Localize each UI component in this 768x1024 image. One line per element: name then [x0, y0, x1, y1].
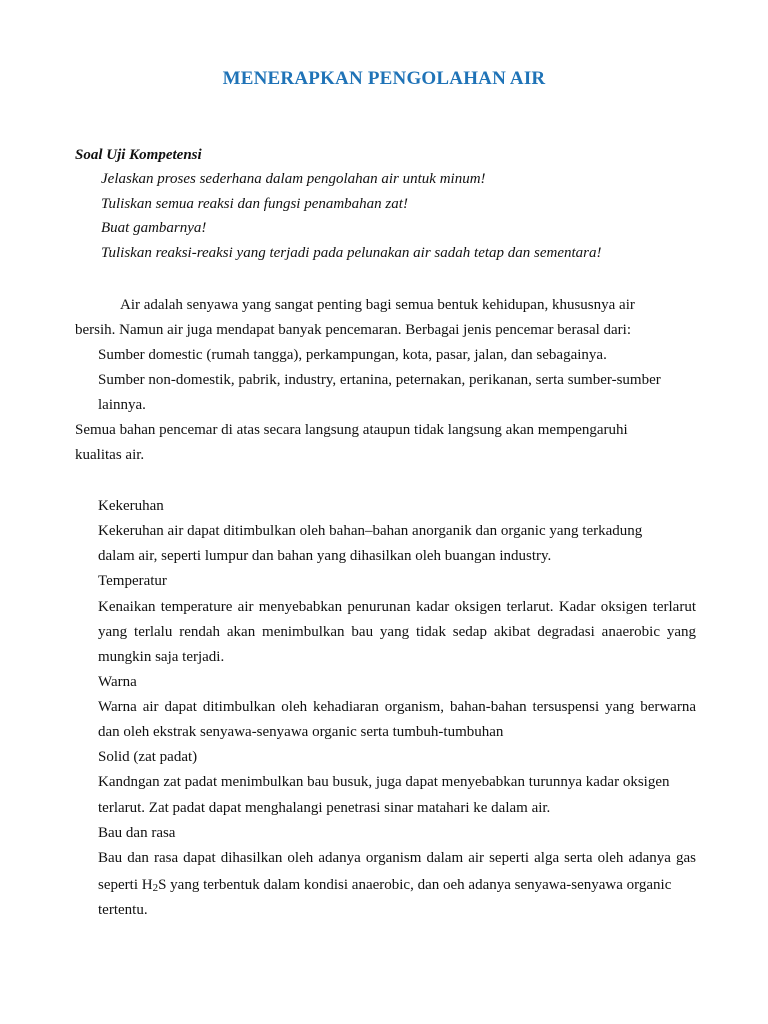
section-text: Kandngan zat padat menimbulkan bau busuk, juga dapat menyebabkan turunnya kadar oksigen: [98, 774, 670, 790]
soal-heading: Soal Uji Kompetensi: [75, 147, 202, 163]
section-text: tertentu.: [98, 902, 148, 918]
section-heading-warna: Warna: [98, 674, 137, 690]
pollution-source-item: Sumber non-domestik, pabrik, industry, ertanina, peternakan, perikanan, serta sumber-sumber: [98, 372, 661, 388]
section-heading-temperatur: Temperatur: [98, 573, 167, 589]
formula-prefix: seperti H: [98, 877, 153, 893]
section-text: dan oleh ekstrak senyawa-senyawa organic serta tumbuh-tumbuhan: [98, 724, 504, 740]
formula-suffix: S yang terbentuk dalam kondisi anaerobic, dan oeh adanya senyawa-senyawa organic: [158, 877, 672, 893]
page-title: MENERAPKAN PENGOLAHAN AIR: [222, 68, 546, 89]
soal-item: Jelaskan proses sederhana dalam pengolahan air untuk minum!: [101, 171, 486, 187]
section-text: Kekeruhan air dapat ditimbulkan oleh bahan–bahan anorganik dan organic yang terkadung: [98, 523, 643, 539]
summary-line: Semua bahan pencemar di atas secara langsung ataupun tidak langsung akan mempengaruhi: [75, 422, 628, 438]
section-text: Warna air dapat ditimbulkan oleh kehadiaran organism, bahan-bahan tersuspensi yang berwarna: [98, 699, 696, 715]
section-text: mungkin saja terjadi.: [98, 649, 225, 665]
section-heading-bau-rasa: Bau dan rasa: [98, 825, 176, 841]
formula-subscript: 2: [152, 882, 159, 894]
soal-item: Tuliskan reaksi-reaksi yang terjadi pada pelunakan air sadah tetap dan sementara!: [101, 245, 602, 261]
pollution-source-continuation: lainnya.: [98, 397, 146, 413]
summary-line: kualitas air.: [75, 447, 145, 463]
soal-item: Buat gambarnya!: [101, 220, 207, 236]
intro-line: Air adalah senyawa yang sangat penting bagi semua bentuk kehidupan, khususnya air: [120, 297, 635, 313]
section-text: Bau dan rasa dapat dihasilkan oleh adanya organism dalam air seperti alga serta oleh adanya gas: [98, 850, 696, 866]
section-heading-solid: Solid (zat padat): [98, 749, 198, 765]
soal-item: Tuliskan semua reaksi dan fungsi penambahan zat!: [101, 196, 408, 212]
section-text: yang terlalu rendah akan menimbulkan bau yang tidak sedap akibat degradasi anaerobic yang: [98, 624, 696, 640]
section-text: dalam air, seperti lumpur dan bahan yang dihasilkan oleh buangan industry.: [98, 548, 552, 564]
intro-line: bersih. Namun air juga mendapat banyak pencemaran. Berbagai jenis pencemar berasal dari:: [75, 322, 632, 338]
section-text-formula-line: [98, 876, 696, 897]
pollution-source-item: Sumber domestic (rumah tangga), perkampungan, kota, pasar, jalan, dan sebagainya.: [98, 347, 607, 363]
section-text: terlarut. Zat padat dapat menghalangi penetrasi sinar matahari ke dalam air.: [98, 800, 551, 816]
section-heading-kekeruhan: Kekeruhan: [98, 498, 164, 514]
section-text: Kenaikan temperature air menyebabkan penurunan kadar oksigen terlarut. Kadar oksigen terlarut: [98, 599, 696, 615]
